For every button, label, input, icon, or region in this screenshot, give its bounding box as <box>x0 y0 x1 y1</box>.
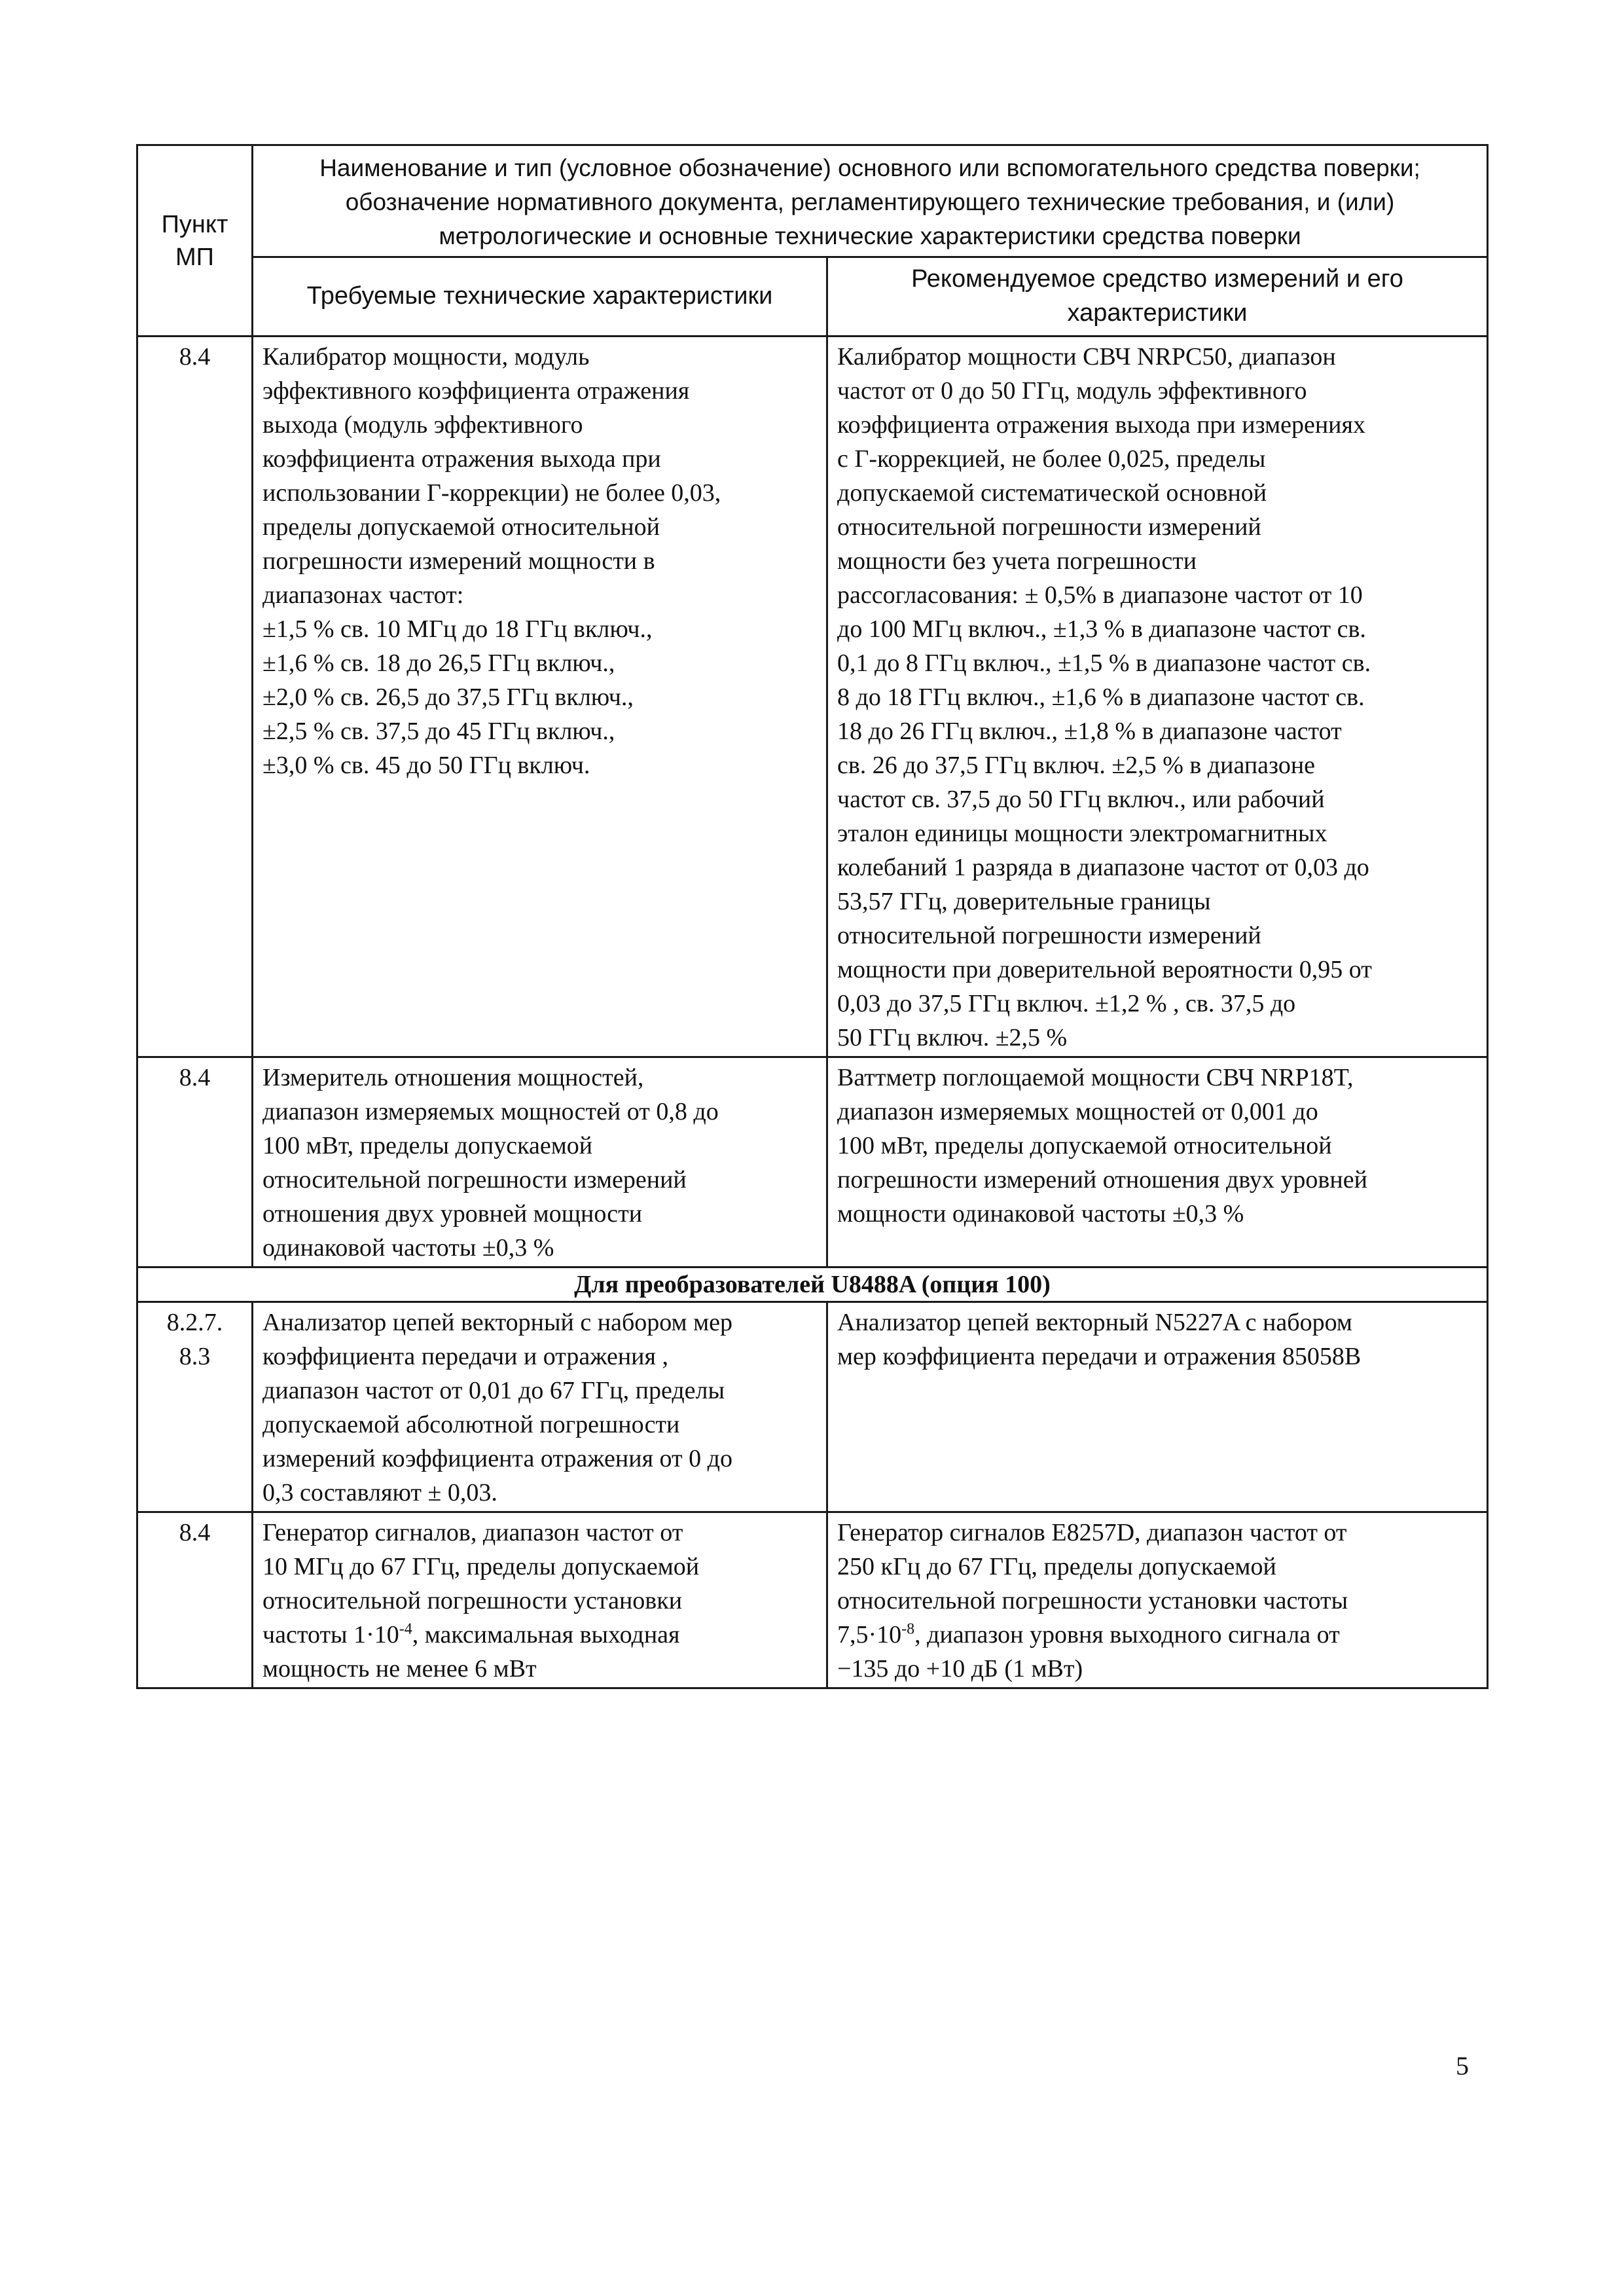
text-line: относительной погрешности установки <box>262 1587 683 1614</box>
text-line: 50 ГГц включ. ±2,5 % <box>837 1024 1068 1051</box>
text-fragment: , максимальная выходная <box>412 1621 680 1649</box>
header-recommended <box>827 257 1488 337</box>
text-line: измерений коэффициента отражения от 0 до <box>262 1445 732 1472</box>
text-line: относительной погрешности измерений <box>837 922 1261 949</box>
text-line: диапазон измеряемых мощностей от 0,8 до <box>262 1098 719 1125</box>
section-heading-row <box>137 1267 1488 1302</box>
required-cell <box>253 337 827 1057</box>
header-title-line: обозначение нормативного документа, регламентирующего технические требования, и (или) <box>345 189 1395 215</box>
text-line: диапазон измеряемых мощностей от 0,001 до <box>837 1098 1318 1125</box>
recommended-cell <box>827 1057 1488 1267</box>
verification-means-table <box>136 144 1489 1689</box>
text-line: мощности без учета погрешности <box>837 547 1197 575</box>
text-line: пределы допускаемой относительной <box>262 513 660 541</box>
header-required-label: Требуемые технические характеристики <box>306 282 773 310</box>
text-line: 100 мВт, пределы допускаемой относительной <box>837 1132 1332 1159</box>
text-line: эффективного коэффициента отражения <box>262 377 690 405</box>
punkt-cell: 8.4 <box>137 337 253 1057</box>
header-punkt <box>137 145 253 337</box>
text-line: относительной погрешности установки частоты <box>837 1587 1348 1614</box>
text-line: ±2,5 % св. 37,5 до 45 ГГц включ., <box>262 718 615 745</box>
text-line: 53,57 ГГц, доверительные границы <box>837 888 1211 915</box>
header-title-line: метрологические и основные технические характеристики средства поверки <box>439 223 1301 249</box>
recommended-cell <box>827 1512 1488 1688</box>
text-line: ±1,5 % св. 10 МГц до 18 ГГц включ., <box>262 615 653 643</box>
text-line: относительной погрешности измерений <box>262 1166 687 1194</box>
text-line: Анализатор цепей векторный N5227A с набором <box>837 1309 1352 1336</box>
text-line: частот св. 37,5 до 50 ГГц включ., или рабочий <box>837 786 1325 813</box>
text-line: использовании Г-коррекции) не более 0,03, <box>262 479 721 507</box>
recommended-cell <box>827 1302 1488 1512</box>
header-punkt-label: Пункт МП <box>161 210 228 271</box>
text-line: коэффициента отражения выхода при <box>262 445 661 473</box>
section-heading: Для преобразователей U8488A (опция 100) <box>137 1267 1488 1302</box>
required-cell <box>253 1302 827 1512</box>
text-line: рассогласования: ± 0,5% в диапазоне частот от 10 <box>837 581 1363 609</box>
punkt-cell: 8.4 <box>137 1057 253 1267</box>
header-recommended-line: Рекомендуемое средство измерений и его <box>911 265 1403 293</box>
text-line: эталон единицы мощности электромагнитных <box>837 820 1327 847</box>
table-header-row <box>137 145 1488 257</box>
text-line: мер коэффициента передачи и отражения 85058B <box>837 1343 1362 1370</box>
table-subheader-row <box>137 257 1488 337</box>
required-cell <box>253 1512 827 1688</box>
text-line: одинаковой частоты ±0,3 % <box>262 1234 554 1262</box>
text-fragment: 7,5·10 <box>837 1621 902 1649</box>
header-required <box>253 257 827 337</box>
text-line: погрешности измерений отношения двух уровней <box>837 1166 1367 1194</box>
text-line: Анализатор цепей векторный с набором мер <box>262 1309 733 1336</box>
text-fragment: частоты 1·10 <box>262 1621 399 1649</box>
punkt-cell: 8.4 <box>137 1512 253 1688</box>
text-line: ±3,0 % св. 45 до 50 ГГц включ. <box>262 752 590 779</box>
text-line: диапазонах частот: <box>262 581 464 609</box>
required-cell <box>253 1057 827 1267</box>
text-line: Генератор сигналов, диапазон частот от <box>262 1519 683 1546</box>
punkt-cell <box>137 1302 253 1512</box>
header-title <box>253 145 1488 257</box>
table-row <box>137 1512 1488 1688</box>
punkt-line: 8.3 <box>179 1343 211 1370</box>
text-line <box>837 1618 1480 1652</box>
text-line: 0,1 до 8 ГГц включ., ±1,5 % в диапазоне частот св. <box>837 649 1371 677</box>
text-line: мощности при доверительной вероятности 0,95 от <box>837 956 1372 983</box>
punkt-line: 8.2.7. <box>166 1309 223 1336</box>
text-line: с Г-коррекцией, не более 0,025, пределы <box>837 445 1266 473</box>
text-line: 10 МГц до 67 ГГц, пределы допускаемой <box>262 1553 700 1580</box>
text-line: 0,03 до 37,5 ГГц включ. ±1,2 % , св. 37,5 до <box>837 990 1296 1017</box>
header-recommended-line: характеристики <box>1067 299 1248 327</box>
exponent: -8 <box>901 1620 915 1638</box>
text-line: 18 до 26 ГГц включ., ±1,8 % в диапазоне частот <box>837 718 1342 745</box>
text-line <box>262 1618 820 1652</box>
text-line: коэффициента передачи и отражения , <box>262 1343 668 1370</box>
text-line: Измеритель отношения мощностей, <box>262 1064 644 1091</box>
text-line: ±1,6 % св. 18 до 26,5 ГГц включ., <box>262 649 615 677</box>
exponent: -4 <box>399 1620 412 1638</box>
text-line: 250 кГц до 67 ГГц, пределы допускаемой <box>837 1553 1276 1580</box>
text-line: относительной погрешности измерений <box>837 513 1261 541</box>
text-line: допускаемой абсолютной погрешности <box>262 1411 680 1438</box>
text-line: Калибратор мощности, модуль <box>262 343 590 371</box>
text-line: ±2,0 % св. 26,5 до 37,5 ГГц включ., <box>262 683 634 711</box>
text-line: −135 до +10 дБ (1 мВт) <box>837 1655 1083 1683</box>
text-line: 8 до 18 ГГц включ., ±1,6 % в диапазоне частот св. <box>837 683 1365 711</box>
table-row <box>137 1302 1488 1512</box>
text-line: до 100 МГц включ., ±1,3 % в диапазоне частот св. <box>837 615 1366 643</box>
text-line: 100 мВт, пределы допускаемой <box>262 1132 593 1159</box>
text-fragment: , диапазон уровня выходного сигнала от <box>914 1621 1340 1649</box>
text-line: погрешности измерений мощности в <box>262 547 655 575</box>
text-line: 0,3 составляют ± 0,03. <box>262 1479 497 1506</box>
header-title-line: Наименование и тип (условное обозначение) основного или вспомогательного средства поверки; <box>319 155 1420 181</box>
text-line: диапазон частот от 0,01 до 67 ГГц, пределы <box>262 1377 725 1404</box>
text-line: коэффициента отражения выхода при измерениях <box>837 411 1365 439</box>
text-line: колебаний 1 разряда в диапазоне частот от 0,03 до <box>837 854 1369 881</box>
text-line: мощность не менее 6 мВт <box>262 1655 537 1683</box>
text-line: выхода (модуль эффективного <box>262 411 583 439</box>
text-line: мощности одинаковой частоты ±0,3 % <box>837 1200 1244 1228</box>
page-number: 5 <box>1456 2051 1469 2081</box>
text-line: Ваттметр поглощаемой мощности СВЧ NRP18T, <box>837 1064 1354 1091</box>
text-line: Генератор сигналов E8257D, диапазон частот от <box>837 1519 1347 1546</box>
text-line: Калибратор мощности СВЧ NRPC50, диапазон <box>837 343 1336 371</box>
table-row <box>137 337 1488 1057</box>
text-line: допускаемой систематической основной <box>837 479 1267 507</box>
recommended-cell <box>827 337 1488 1057</box>
table-row <box>137 1057 1488 1267</box>
text-line: частот от 0 до 50 ГГц, модуль эффективного <box>837 377 1307 405</box>
text-line: отношения двух уровней мощности <box>262 1200 643 1228</box>
text-line: св. 26 до 37,5 ГГц включ. ±2,5 % в диапазоне <box>837 752 1316 779</box>
